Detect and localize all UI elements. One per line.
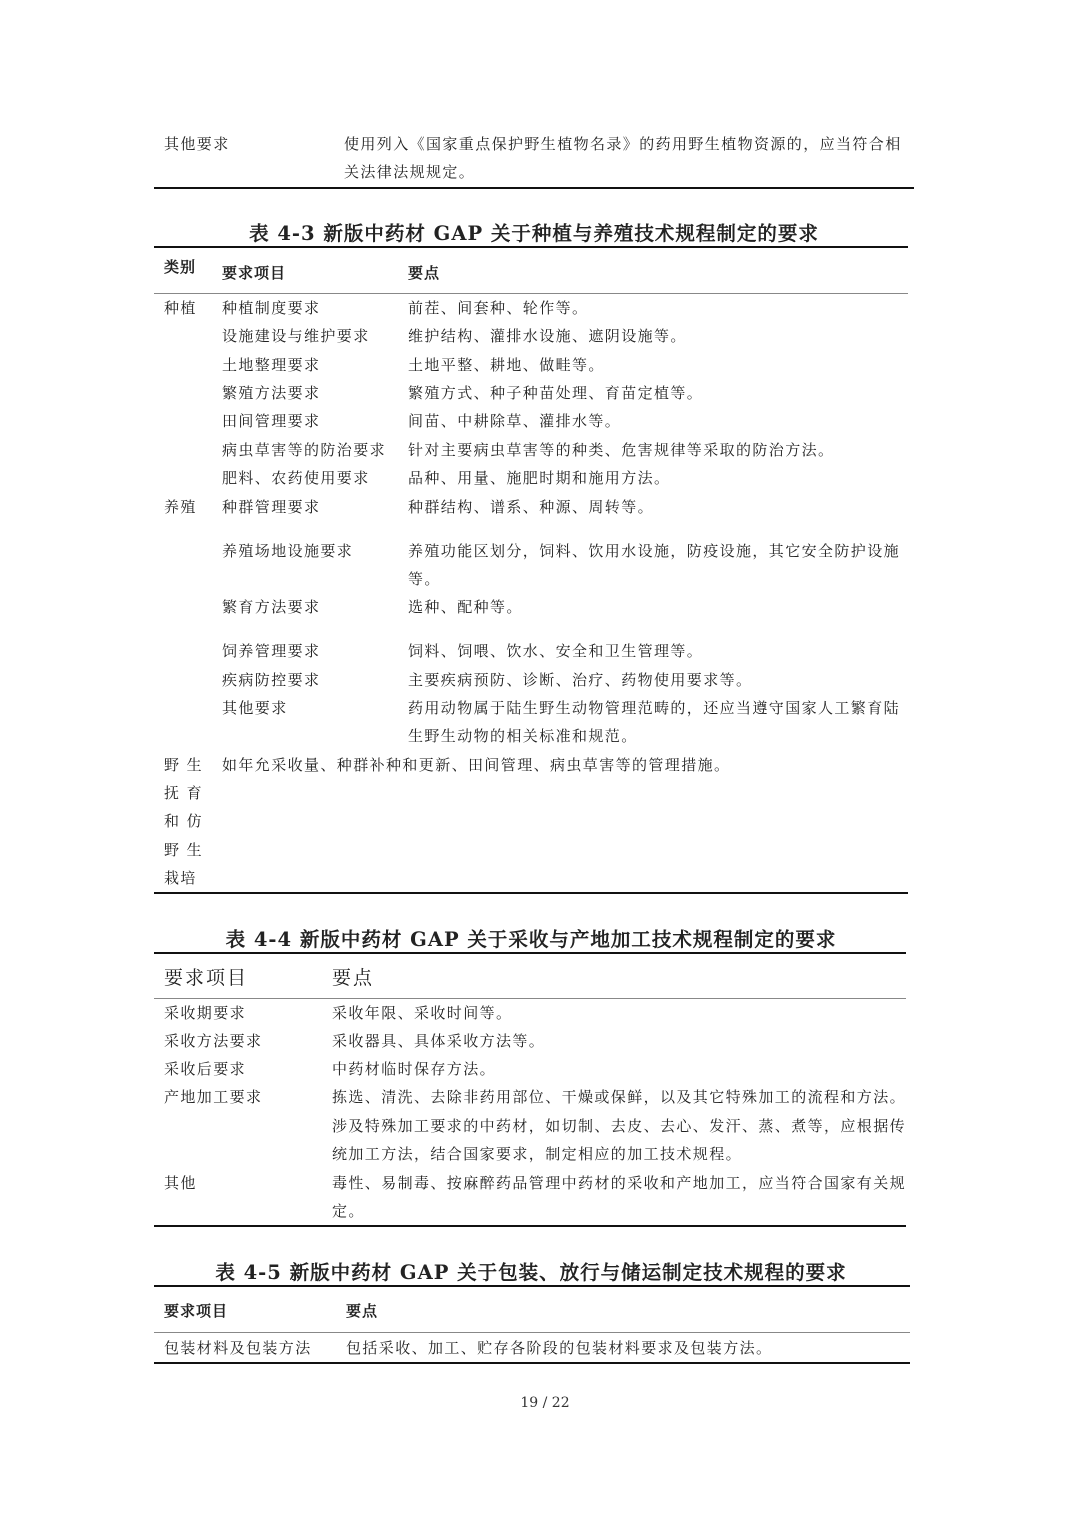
table-row-item: 肥料、农药使用要求	[222, 469, 370, 487]
table-4-4-bottom-rule	[154, 1225, 906, 1227]
table-row-item: 病虫草害等的防治要求	[222, 441, 387, 459]
table-row-point: 如年允采收量、种群补种和更新、田间管理、病虫草害等的管理措施。	[222, 756, 731, 774]
table-4-5-top-rule	[154, 1285, 910, 1287]
table-4-3-top-rule	[154, 246, 908, 248]
table-row-item: 种群管理要求	[222, 498, 321, 516]
table-4-3-category-planting: 种植	[164, 299, 197, 317]
table-row-point: 间苗、中耕除草、灌排水等。	[408, 412, 622, 430]
table-row-point: 土地平整、耕地、做畦等。	[408, 356, 605, 374]
table-row-item: 土地整理要求	[222, 356, 321, 374]
table-row-point: 采收器具、具体采收方法等。	[332, 1032, 546, 1050]
table-row-item: 其他	[164, 1174, 197, 1192]
table-row-point: 包括采收、加工、贮存各阶段的包装材料要求及包装方法。	[346, 1339, 773, 1357]
table-row-item: 饲养管理要求	[222, 642, 321, 660]
table-4-5-header-rule	[154, 1332, 910, 1333]
table-row-item: 设施建设与维护要求	[222, 327, 370, 345]
table-row-point: 主要疾病预防、诊断、治疗、药物使用要求等。	[408, 671, 753, 689]
table-row-item: 包装材料及包装方法	[164, 1339, 312, 1357]
table-row-item: 繁殖方法要求	[222, 384, 321, 402]
table-row-point: 饲料、饲喂、饮水、安全和卫生管理等。	[408, 642, 704, 660]
table-4-3-category-wild-line: 抚 育	[164, 784, 203, 802]
table-row-point: 维护结构、灌排水设施、遮阴设施等。	[408, 327, 687, 345]
table-row-item: 采收后要求	[164, 1060, 247, 1078]
table-4-5-bottom-rule	[154, 1362, 910, 1364]
table-row-point-continued: 等。	[408, 570, 441, 588]
table-row-point: 针对主要病虫草害等的种类、危害规律等采取的防治方法。	[408, 441, 835, 459]
table-row-item: 产地加工要求	[164, 1088, 263, 1106]
table-4-3-category-wild-line: 和 仿	[164, 812, 203, 830]
table-4-3-header-point: 要点	[408, 264, 441, 282]
table-row-point: 涉及特殊加工要求的中药材，如切制、去皮、去心、发汗、蒸、煮等，应根据传	[332, 1117, 907, 1135]
table-row-point: 采收年限、采收时间等。	[332, 1004, 513, 1022]
table-4-3-title: 表 4-3 新版中药材 GAP 关于种植与养殖技术规程制定的要求	[249, 222, 819, 245]
table-row-point: 统加工方法，结合国家要求，制定相应的加工技术规程。	[332, 1145, 743, 1163]
table-4-4-header-point: 要点	[332, 967, 375, 989]
page-number: 19 / 22	[520, 1395, 570, 1411]
table-row-point: 前茬、间套种、轮作等。	[408, 299, 589, 317]
table-4-4-header-item: 要求项目	[164, 967, 249, 989]
top-table-text-line2: 关法律法规规定。	[344, 163, 476, 181]
table-4-5-title: 表 4-5 新版中药材 GAP 关于包装、放行与储运制定技术规程的要求	[215, 1261, 847, 1284]
top-table-bottom-rule	[154, 187, 914, 189]
table-row-point: 中药材临时保存方法。	[332, 1060, 497, 1078]
table-4-4-title: 表 4-4 新版中药材 GAP 关于采收与产地加工技术规程制定的要求	[225, 928, 837, 951]
table-4-3-header-item: 要求项目	[222, 264, 287, 282]
table-row-item: 采收期要求	[164, 1004, 247, 1022]
table-row-item: 其他要求	[222, 699, 288, 717]
top-table-category: 其他要求	[164, 135, 230, 153]
table-row-item: 养殖场地设施要求	[222, 542, 354, 560]
table-4-4-top-rule	[154, 952, 906, 954]
table-row-point: 选种、配种等。	[408, 598, 523, 616]
table-row-point: 药用动物属于陆生野生动物管理范畴的，还应当遵守国家人工繁育陆	[408, 699, 901, 717]
table-row-point: 拣选、清洗、去除非药用部位、干燥或保鲜，以及其它特殊加工的流程和方法。	[332, 1088, 907, 1106]
table-4-3-category-wild-line: 野 生	[164, 756, 203, 774]
table-row-point: 养殖功能区划分，饲料、饮用水设施，防疫设施，其它安全防护设施	[408, 542, 901, 560]
table-row-point: 品种、用量、施肥时期和施用方法。	[408, 469, 671, 487]
table-4-3-category-wild-line: 栽培	[164, 869, 197, 887]
table-row-point-continued: 生野生动物的相关标准和规范。	[408, 727, 638, 745]
table-4-3-bottom-rule	[154, 892, 908, 894]
table-4-3-category-wild-line: 野 生	[164, 841, 203, 859]
table-row-point: 繁殖方式、种子种苗处理、育苗定植等。	[408, 384, 704, 402]
table-row-point: 种群结构、谱系、种源、周转等。	[408, 498, 655, 516]
table-row-point: 定。	[332, 1202, 365, 1220]
table-4-5-header-point: 要点	[346, 1302, 379, 1320]
table-row-item: 繁育方法要求	[222, 598, 321, 616]
table-row-item: 种植制度要求	[222, 299, 321, 317]
top-table-text-line1: 使用列入《国家重点保护野生植物名录》的药用野生植物资源的，应当符合相	[344, 135, 902, 153]
table-row-item: 田间管理要求	[222, 412, 321, 430]
table-4-3-header-category: 类别	[164, 258, 197, 276]
table-row-item: 疾病防控要求	[222, 671, 321, 689]
table-4-3-category-breeding: 养殖	[164, 498, 197, 516]
table-4-5-header-item: 要求项目	[164, 1302, 229, 1320]
table-4-4-header-rule	[154, 998, 906, 999]
table-row-point: 毒性、易制毒、按麻醉药品管理中药材的采收和产地加工，应当符合国家有关规	[332, 1174, 907, 1192]
table-row-item: 采收方法要求	[164, 1032, 263, 1050]
